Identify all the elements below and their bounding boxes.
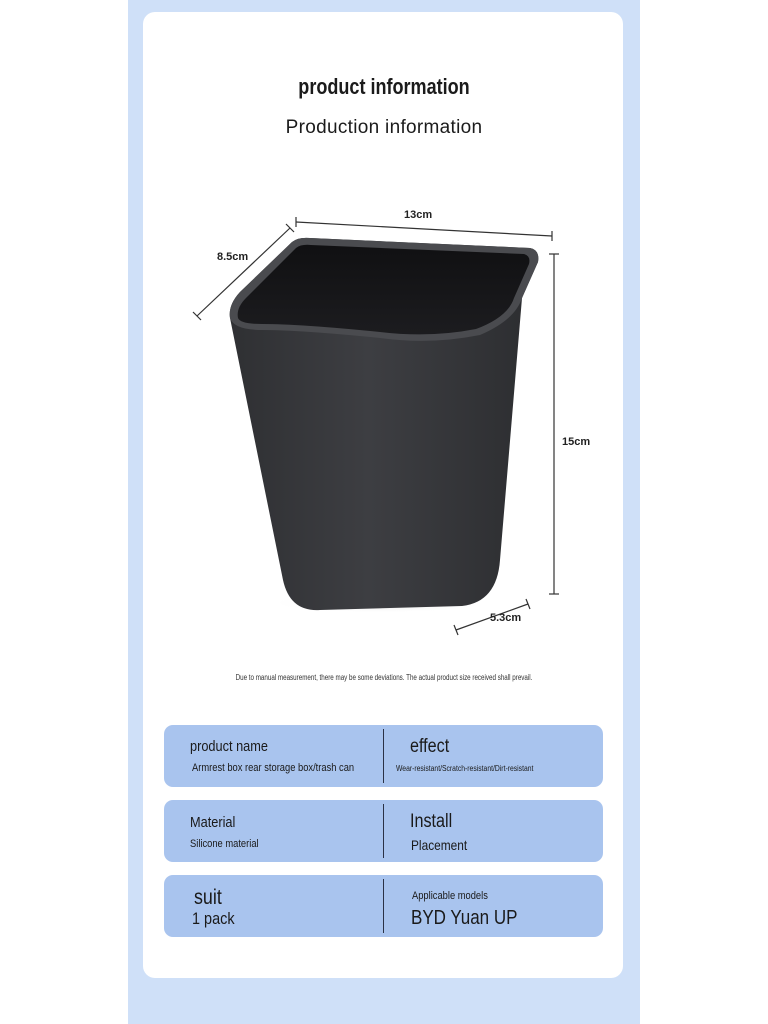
depth-label: 8.5cm (217, 251, 249, 263)
spec-heading-suit: suit (194, 886, 222, 909)
bottom-label: 5.3cm (490, 612, 522, 624)
spec-box-material (164, 800, 603, 862)
spec-value-install: Placement (411, 837, 468, 853)
spec-heading-material: Material (190, 814, 236, 831)
spec-divider (383, 729, 384, 783)
spec-divider (383, 804, 384, 858)
spec-value-suit: 1 pack (192, 909, 235, 928)
spec-heading-models: Applicable models (412, 890, 488, 902)
spec-value-material: Silicone material (190, 838, 259, 850)
measurement-note: Due to manual measurement, there may be some deviations. The actual product size received shall prevail. (235, 673, 533, 682)
spec-value-product-name: Armrest box rear storage box/trash can (192, 762, 355, 774)
height-label: 15cm (562, 436, 591, 448)
width-label: 13cm (404, 209, 433, 221)
spec-value-models: BYD Yuan UP (411, 907, 518, 929)
spec-box-suit (164, 875, 603, 937)
spec-divider (383, 879, 384, 933)
spec-box-product-name (164, 725, 603, 787)
page-title: product information (298, 74, 470, 99)
product-image (180, 200, 600, 640)
spec-heading-install: Install (410, 811, 453, 832)
spec-value-effect: Wear-resistant/Scratch-resistant/Dirt-resistant (396, 764, 534, 773)
page-subtitle: Production information (285, 117, 483, 138)
spec-heading-effect: effect (410, 736, 450, 757)
spec-heading-product-name: product name (190, 738, 268, 755)
